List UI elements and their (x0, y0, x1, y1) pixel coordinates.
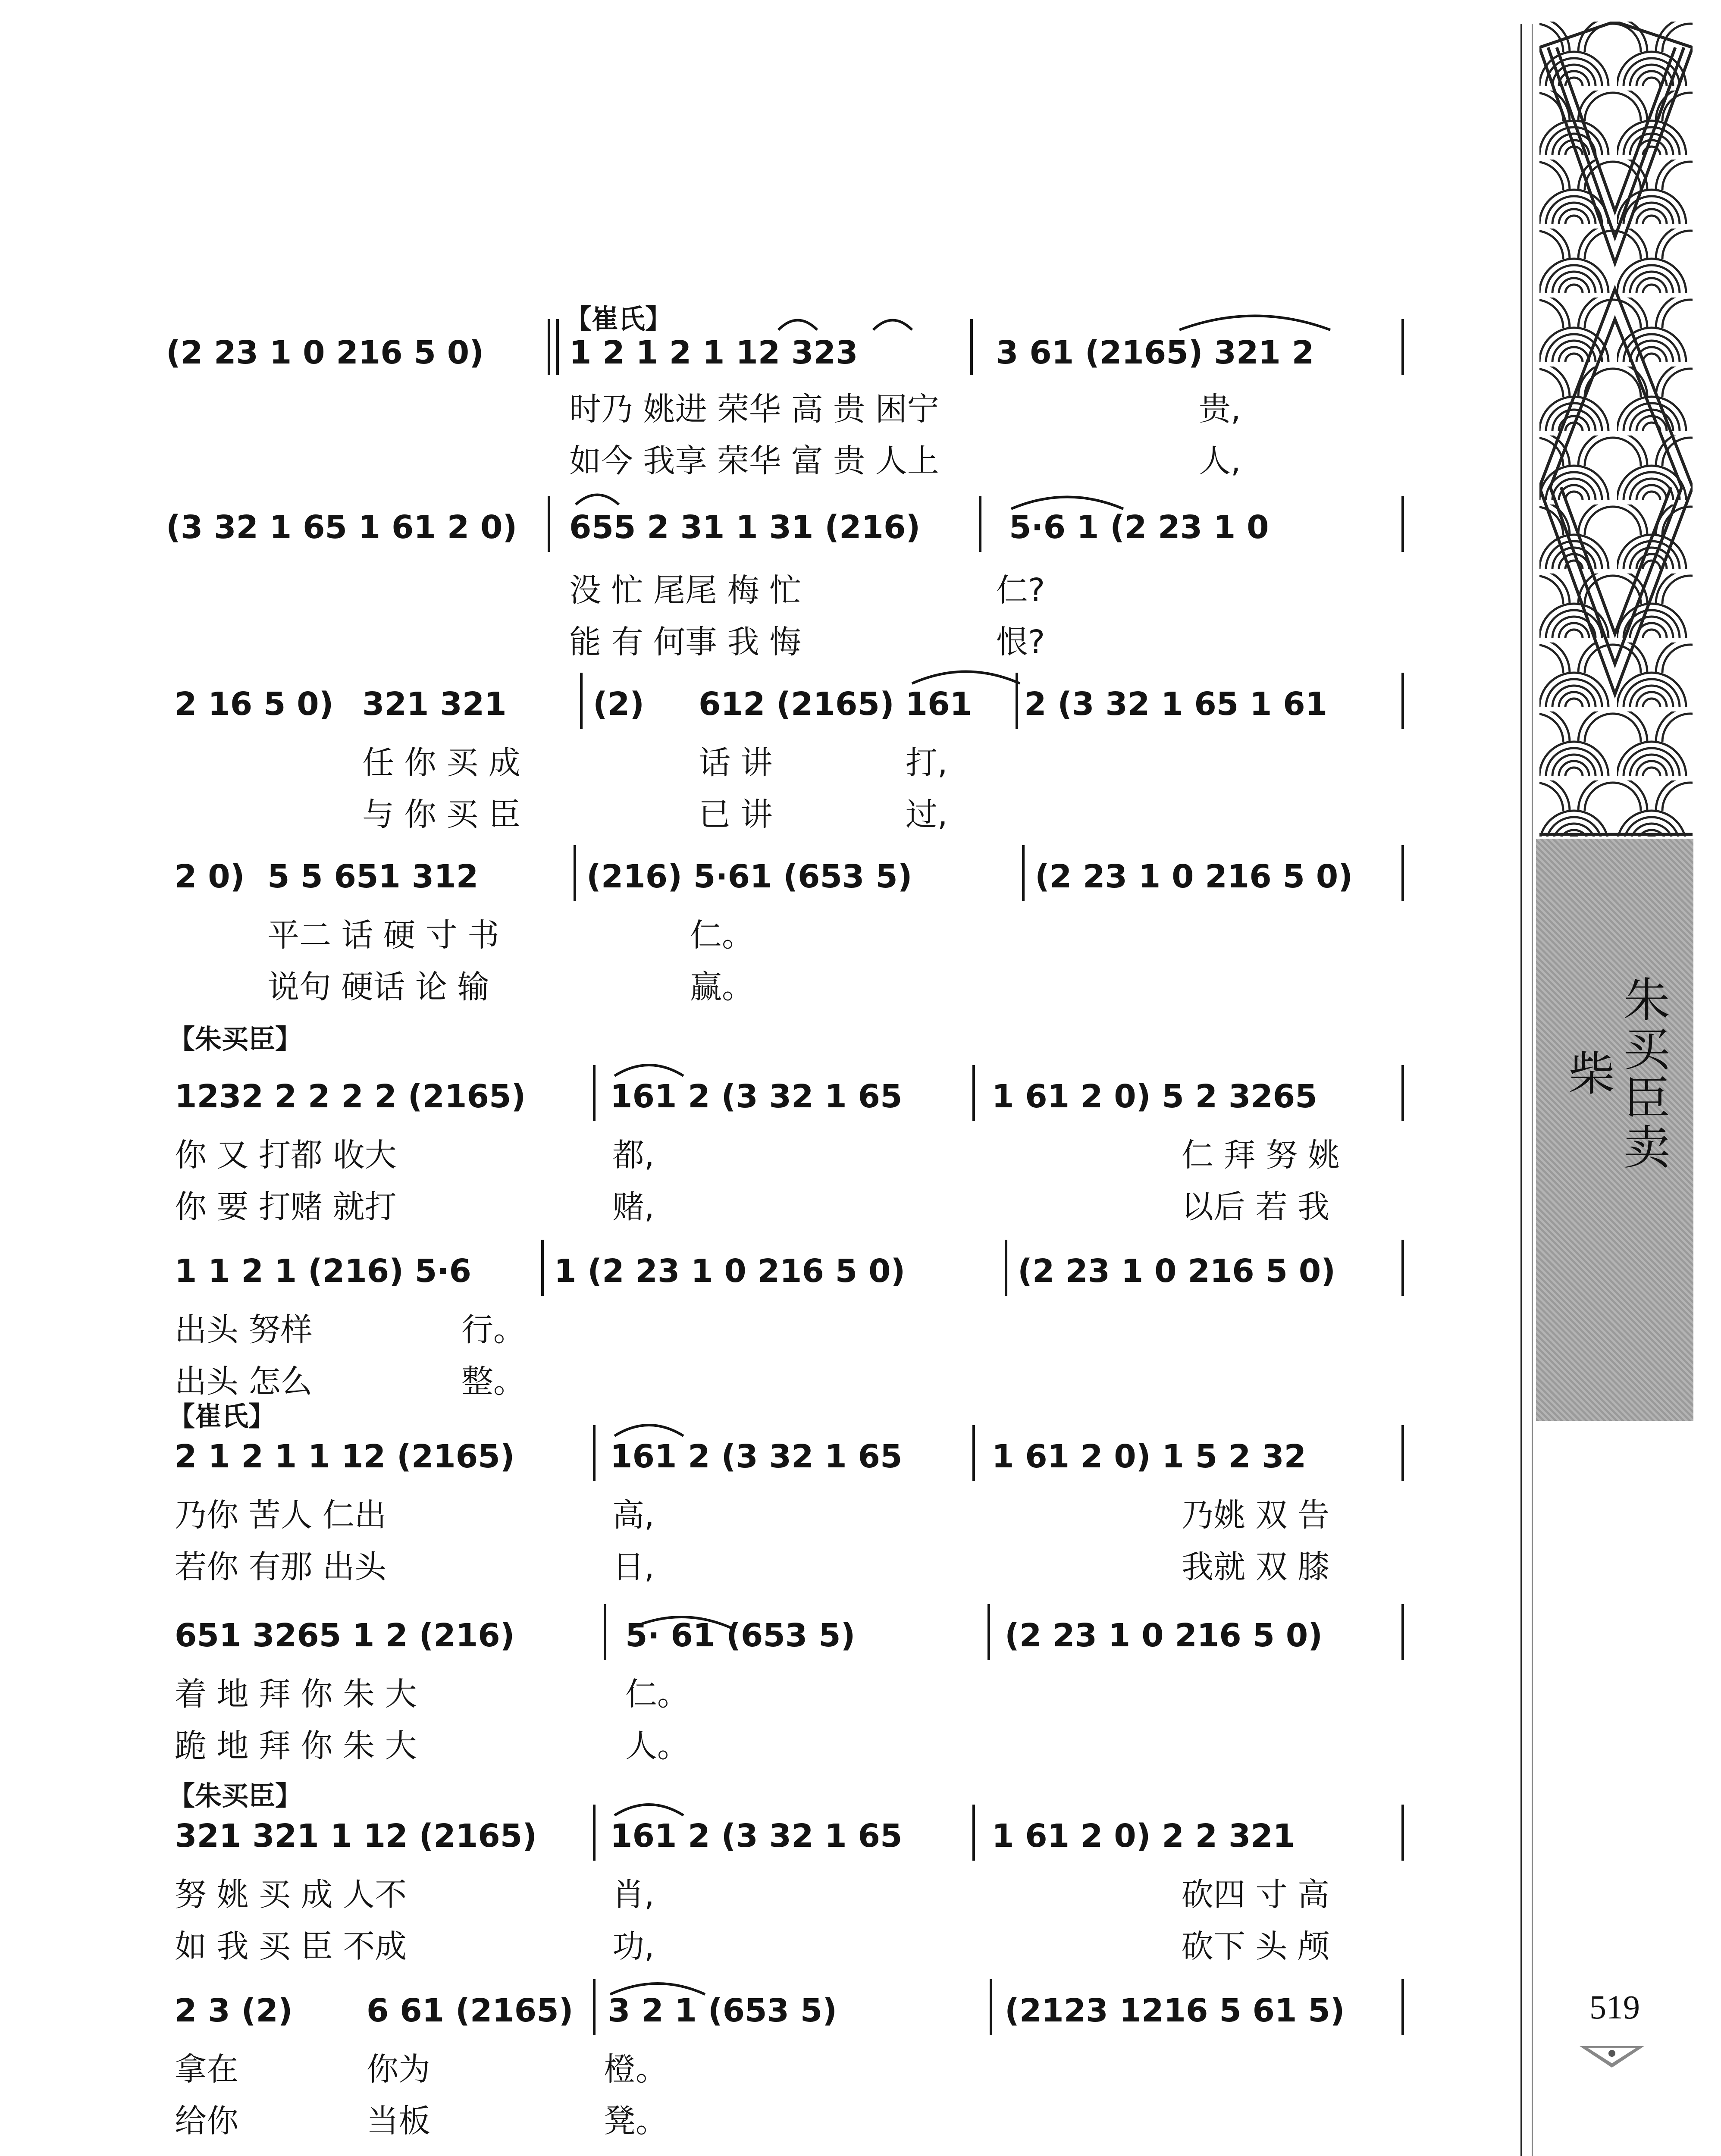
lyric-line: 如 我 买 臣 不成 (175, 1928, 407, 1965)
barline (593, 1425, 596, 1481)
lyric-line: 砍下 头 颅 (1182, 1928, 1330, 1965)
lyric-line: 整。 (461, 1363, 525, 1400)
barline (972, 1425, 975, 1481)
barline (1401, 1979, 1404, 2035)
barline (972, 1065, 975, 1121)
slur (1177, 302, 1332, 332)
lyric-line: 贵, (1199, 391, 1241, 428)
margin-rule-inner (1532, 24, 1533, 2156)
barline (1401, 673, 1404, 729)
notation-segment: (2123 1216 5 61 5) (1005, 1992, 1345, 2029)
role-label-zhu: 【朱买臣】 (168, 1780, 302, 1811)
lyric-line: 功, (612, 1928, 655, 1965)
slur (910, 660, 1022, 686)
lyric-line: 已 讲 (699, 796, 773, 833)
notation-segment: 655 2 31 1 31 (216) (569, 509, 921, 546)
lyric-line: 仁? (996, 572, 1045, 609)
notation-segment: 5·6 1 (2 23 1 0 (1009, 509, 1269, 546)
barline (548, 496, 550, 552)
lyric-line: 出头 怎么 (175, 1363, 313, 1400)
side-title (1536, 962, 1693, 1186)
barline (593, 1065, 596, 1121)
page-number: 519 (1589, 1988, 1640, 2026)
lyric-line: 努 姚 买 成 人不 (175, 1876, 407, 1913)
lyric-line: 我就 双 膝 (1182, 1548, 1330, 1586)
notation-segment: (2 23 1 0 216 5 0) (1035, 858, 1353, 895)
role-label-cui: 【崔氏】 (168, 1401, 276, 1432)
slur (871, 310, 914, 332)
lyric-line: 当板 (367, 2103, 430, 2140)
lyric-line: 与 你 买 臣 (362, 796, 520, 833)
lyric-line: 你为 (367, 2051, 430, 2088)
notation-segment: 2 16 5 0) (175, 686, 334, 723)
barline (979, 496, 981, 552)
lyric-line: 都, (612, 1137, 655, 1174)
barline (593, 1805, 596, 1861)
lyric-line: 如今 我享 荣华 富 贵 人上 (569, 442, 939, 479)
notation-segment: 1232 2 2 2 2 (2165) (175, 1078, 526, 1115)
slur (630, 1606, 733, 1630)
barline (1401, 1805, 1404, 1861)
barline (580, 673, 583, 729)
barline (556, 319, 559, 375)
barline (1401, 1240, 1404, 1296)
margin-rule (1520, 24, 1522, 2156)
slur (1009, 485, 1125, 511)
lyric-line: 若你 有那 出头 (175, 1548, 387, 1586)
lyric-line: 日, (612, 1548, 655, 1586)
notation-segment: 3 61 (2165) 321 2 (996, 334, 1314, 371)
slur (574, 485, 621, 507)
lyric-line: 肖, (612, 1876, 655, 1913)
lyric-line: 高, (612, 1497, 655, 1534)
notation-segment: 2 3 (2) (175, 1992, 293, 2029)
lyric-line: 拿在 (175, 2051, 238, 2088)
notation-segment: 5 5 651 312 (267, 858, 479, 895)
lyric-line: 砍四 寸 高 (1182, 1876, 1330, 1913)
notation-segment: (2) (593, 686, 645, 723)
lyric-line: 行。 (461, 1311, 525, 1348)
lyric-line: 人。 (625, 1727, 689, 1764)
lyric-line: 话 讲 (699, 744, 773, 781)
lyric-line: 你 要 打赌 就打 (175, 1188, 397, 1225)
lyric-line: 凳。 (604, 2103, 668, 2140)
lyric-line: 仁。 (625, 1676, 689, 1713)
barline (1022, 845, 1025, 901)
lyric-line: 过, (906, 796, 948, 833)
barline (548, 319, 550, 375)
barline (574, 845, 576, 901)
notation-segment: 1 1 2 1 (216) 5·6 (175, 1253, 471, 1290)
slur (612, 1414, 686, 1438)
notation-segment: 2 0) (175, 858, 245, 895)
barline (970, 319, 973, 375)
barline (990, 1979, 992, 2035)
slur (776, 310, 819, 332)
lyric-line: 平二 话 硬 寸 书 (267, 917, 500, 954)
notation-segment: 1 2 1 2 1 12 323 (569, 334, 858, 371)
role-label-zhu: 【朱买臣】 (168, 1023, 302, 1055)
decorative-wave-pattern (1539, 22, 1693, 837)
notation-segment: 3 2 1 (653 5) (608, 1992, 837, 2029)
barline (1401, 845, 1404, 901)
barline (593, 1979, 596, 2035)
barline (604, 1604, 606, 1660)
notation-segment: 6 61 (2165) (367, 1992, 574, 2029)
notation-segment: 2 1 2 1 1 12 (2165) (175, 1438, 515, 1475)
barline (1401, 1425, 1404, 1481)
notation-segment: 5· 61 (653 5) (625, 1617, 856, 1654)
lyric-line: 人, (1199, 442, 1241, 479)
lyric-line: 没 忙 尾尾 梅 忙 (569, 572, 802, 609)
lyric-line: 任 你 买 成 (362, 744, 520, 781)
lyric-line: 橙。 (604, 2051, 668, 2088)
lyric-line: 以后 若 我 (1182, 1188, 1330, 1225)
lyric-line: 赢。 (690, 968, 754, 1006)
lyric-line: 乃姚 双 告 (1182, 1497, 1330, 1534)
notation-segment: (216) 5·61 (653 5) (586, 858, 912, 895)
notation-segment: 161 2 (3 32 1 65 (610, 1438, 903, 1475)
lyric-line: 跪 地 拜 你 朱 大 (175, 1727, 417, 1764)
notation-segment: 612 (2165) 161 (699, 686, 972, 723)
page-ornament-icon (1580, 2044, 1644, 2070)
lyric-line: 恨? (996, 624, 1045, 661)
notation-segment: (2 23 1 0 216 5 0) (166, 334, 484, 371)
notation-segment: 1 (2 23 1 0 216 5 0) (554, 1253, 906, 1290)
barline (1401, 319, 1404, 375)
barline (1005, 1240, 1007, 1296)
barline (541, 1240, 544, 1296)
barline (987, 1604, 990, 1660)
notation-segment: (3 32 1 65 1 61 2 0) (166, 509, 517, 546)
slur (608, 1973, 707, 1996)
barline (972, 1805, 975, 1861)
notation-segment: 1 61 2 0) 5 2 3265 (992, 1078, 1317, 1115)
notation-segment: 321 321 1 12 (2165) (175, 1818, 537, 1855)
notation-segment: (2 23 1 0 216 5 0) (1005, 1617, 1323, 1654)
notation-segment: 161 2 (3 32 1 65 (610, 1818, 903, 1855)
lyric-line: 给你 (175, 2103, 238, 2140)
lyric-line: 乃你 苦人 仁出 (175, 1497, 387, 1534)
lyric-line: 打, (906, 744, 948, 781)
notation-segment: 1 61 2 0) 1 5 2 32 (992, 1438, 1307, 1475)
lyric-line: 赌, (612, 1188, 655, 1225)
notation-segment: 2 (3 32 1 65 1 61 (1024, 686, 1328, 723)
notation-segment: 1 61 2 0) 2 2 321 (992, 1818, 1295, 1855)
notation-segment: 321 321 (362, 686, 507, 723)
lyric-line: 仁。 (690, 917, 754, 954)
side-title-text: 朱买臣卖柴 (1560, 975, 1670, 1172)
lyric-line: 出头 努样 (175, 1311, 313, 1348)
lyric-line: 时乃 姚进 荣华 高 贵 困宁 (569, 391, 939, 428)
barline (1401, 496, 1404, 552)
role-label-cui: 【崔氏】 (565, 303, 672, 335)
barline (1401, 1065, 1404, 1121)
lyric-line: 着 地 拜 你 朱 大 (175, 1676, 417, 1713)
barline (1401, 1604, 1404, 1660)
lyric-line: 仁 拜 努 姚 (1182, 1137, 1340, 1174)
slur (612, 1054, 686, 1078)
lyric-line: 能 有 何事 我 悔 (569, 624, 802, 661)
slur (612, 1794, 686, 1818)
notation-segment: 651 3265 1 2 (216) (175, 1617, 515, 1654)
lyric-line: 你 又 打都 收大 (175, 1137, 397, 1174)
notation-segment: 161 2 (3 32 1 65 (610, 1078, 903, 1115)
notation-segment: (2 23 1 0 216 5 0) (1018, 1253, 1336, 1290)
lyric-line: 说句 硬话 论 输 (267, 968, 489, 1006)
